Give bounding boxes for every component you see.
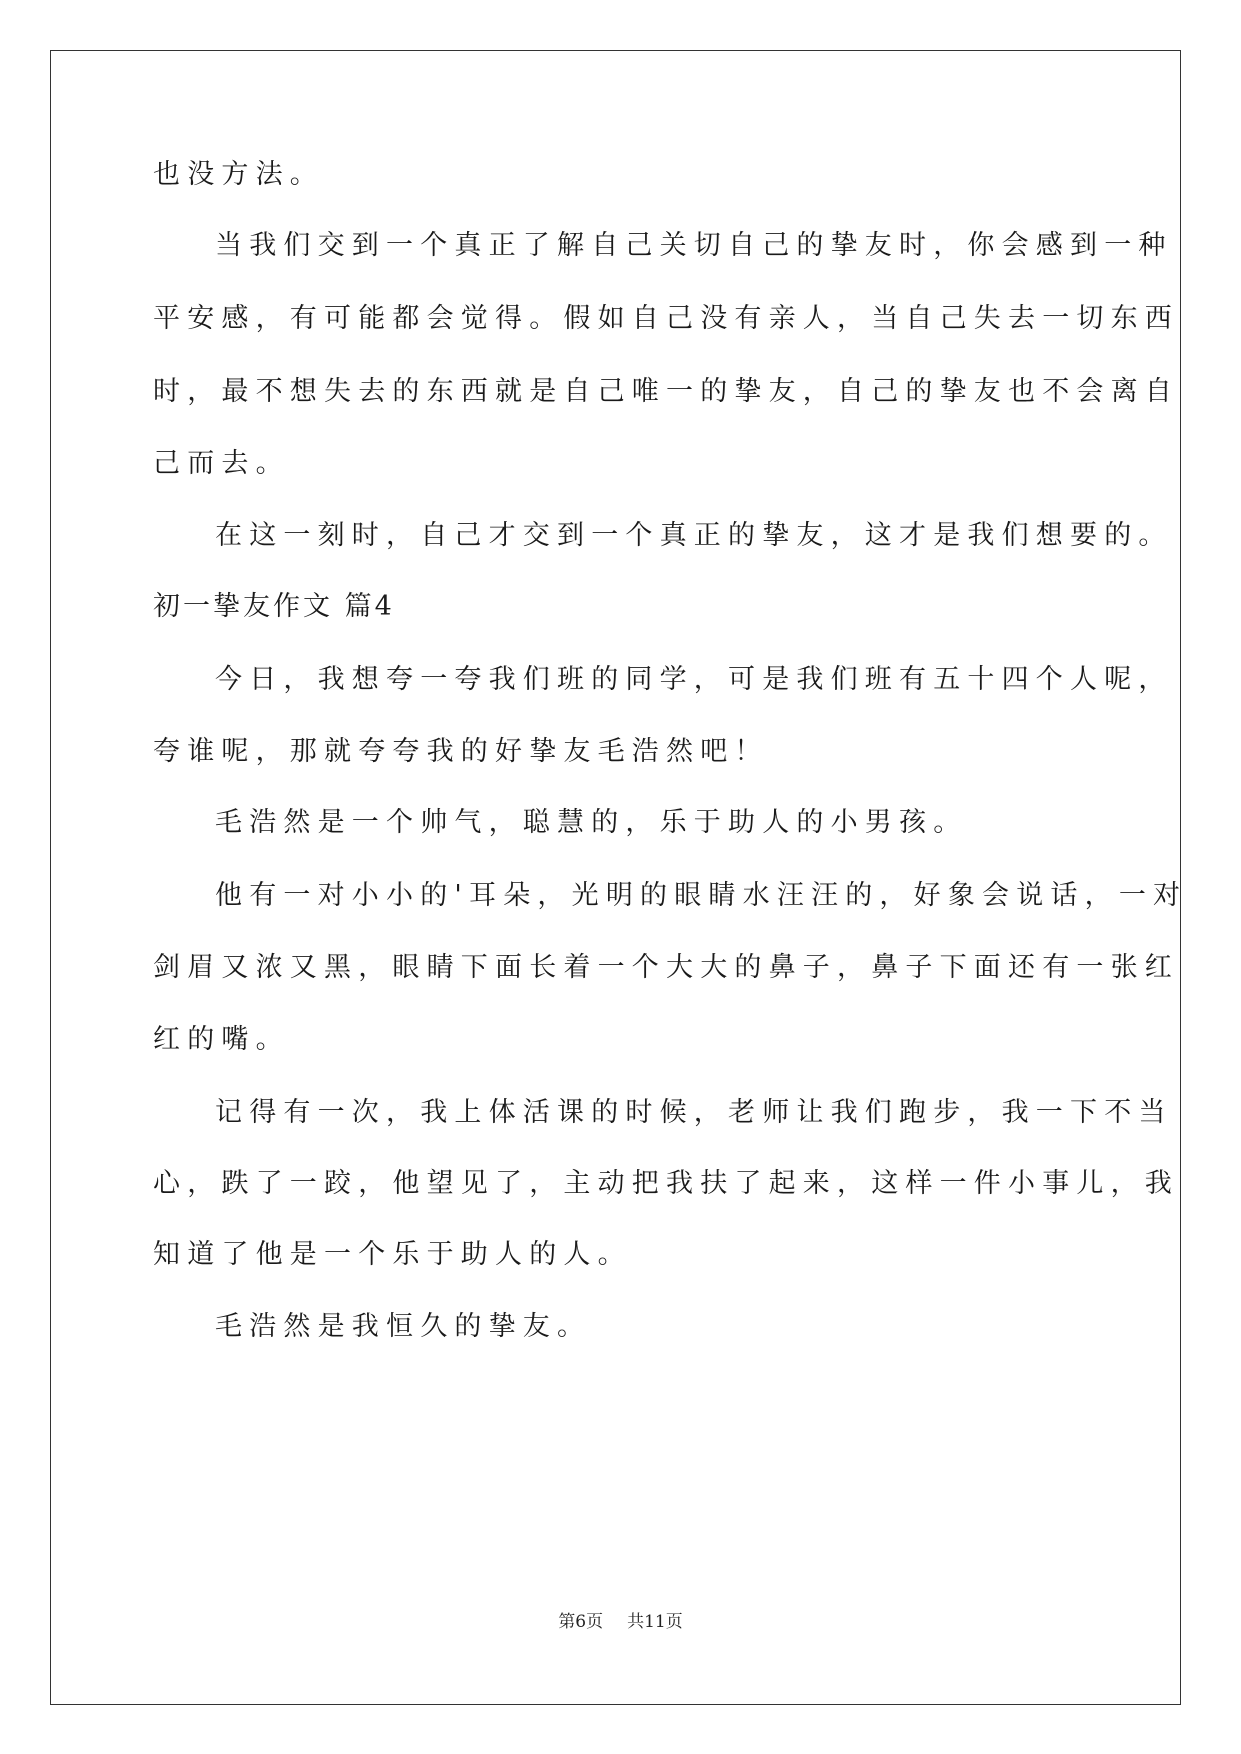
page-total: 共11页 (627, 1612, 683, 1632)
text-line: 夸谁呢，那就夸夸我的好挚友毛浩然吧！ (153, 736, 769, 767)
text-line: 在这一刻时，自己才交到一个真正的挚友，这才是我们想要的。 (215, 520, 1173, 551)
page-number: 第6页 (558, 1612, 604, 1632)
text-line: 毛浩然是一个帅气，聪慧的，乐于助人的小男孩。 (215, 807, 968, 838)
text-line: 今日，我想夸一夸我们班的同学，可是我们班有五十四个人呢， (215, 664, 1173, 695)
text-line: 心，跌了一跤，他望见了，主动把我扶了起来，这样一件小事儿，我 (153, 1168, 1179, 1199)
page-border (50, 50, 1181, 1705)
text-line: 毛浩然是我恒久的挚友。 (215, 1311, 592, 1342)
section-heading: 初一挚友作文 篇4 (153, 591, 395, 622)
text-line: 剑眉又浓又黑，眼睛下面长着一个大大的鼻子，鼻子下面还有一张红 (153, 952, 1179, 983)
text-line: 他有一对小小的'耳朵，光明的眼睛水汪汪的，好象会说话，一对 (215, 880, 1188, 911)
text-line: 也没方法。 (153, 159, 324, 190)
text-line: 当我们交到一个真正了解自己关切自己的挚友时，你会感到一种 (215, 230, 1173, 261)
text-line: 己而去。 (153, 448, 290, 479)
text-line: 记得有一次，我上体活课的时候，老师让我们跑步，我一下不当 (215, 1097, 1173, 1128)
page-footer (0, 1611, 1241, 1633)
text-line: 红的嘴。 (153, 1024, 290, 1055)
text-line: 知道了他是一个乐于助人的人。 (153, 1239, 632, 1270)
text-line: 平安感，有可能都会觉得。假如自己没有亲人，当自己失去一切东西 (153, 303, 1179, 334)
text-line: 时，最不想失去的东西就是自己唯一的挚友，自己的挚友也不会离自 (153, 376, 1179, 407)
